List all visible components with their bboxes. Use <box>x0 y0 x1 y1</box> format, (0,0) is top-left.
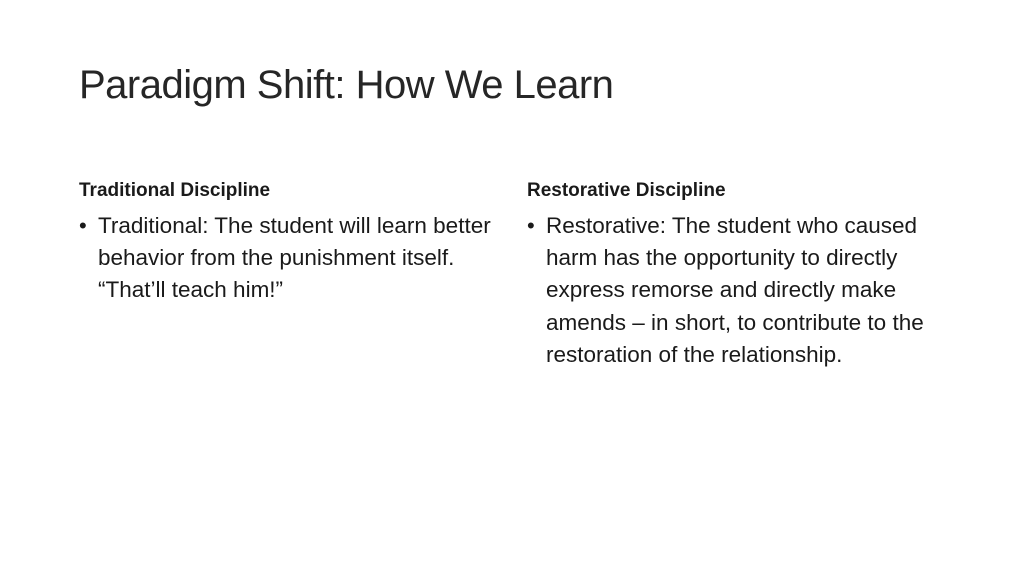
right-column-heading: Restorative Discipline <box>527 180 726 201</box>
left-column <box>79 178 499 307</box>
right-bullet-text: Restorative: The student who caused harm has the opportunity to directly express remorse and directly make amends – in short, to contribute to the restoration of the relationship. <box>546 213 924 367</box>
left-column-heading: Traditional Discipline <box>79 180 271 201</box>
slide-title: Paradigm Shift: How We Learn <box>79 63 614 107</box>
right-bullet-item <box>527 210 952 371</box>
left-bullet-list <box>79 210 499 307</box>
right-column <box>527 178 952 371</box>
left-bullet-text: Traditional: The student will learn better behavior from the punishment itself. “That’ll teach him!” <box>98 213 491 303</box>
right-bullet-list <box>527 210 952 371</box>
bullet-icon: • <box>79 213 87 238</box>
bullet-icon: • <box>527 213 535 238</box>
left-bullet-item <box>79 210 499 307</box>
